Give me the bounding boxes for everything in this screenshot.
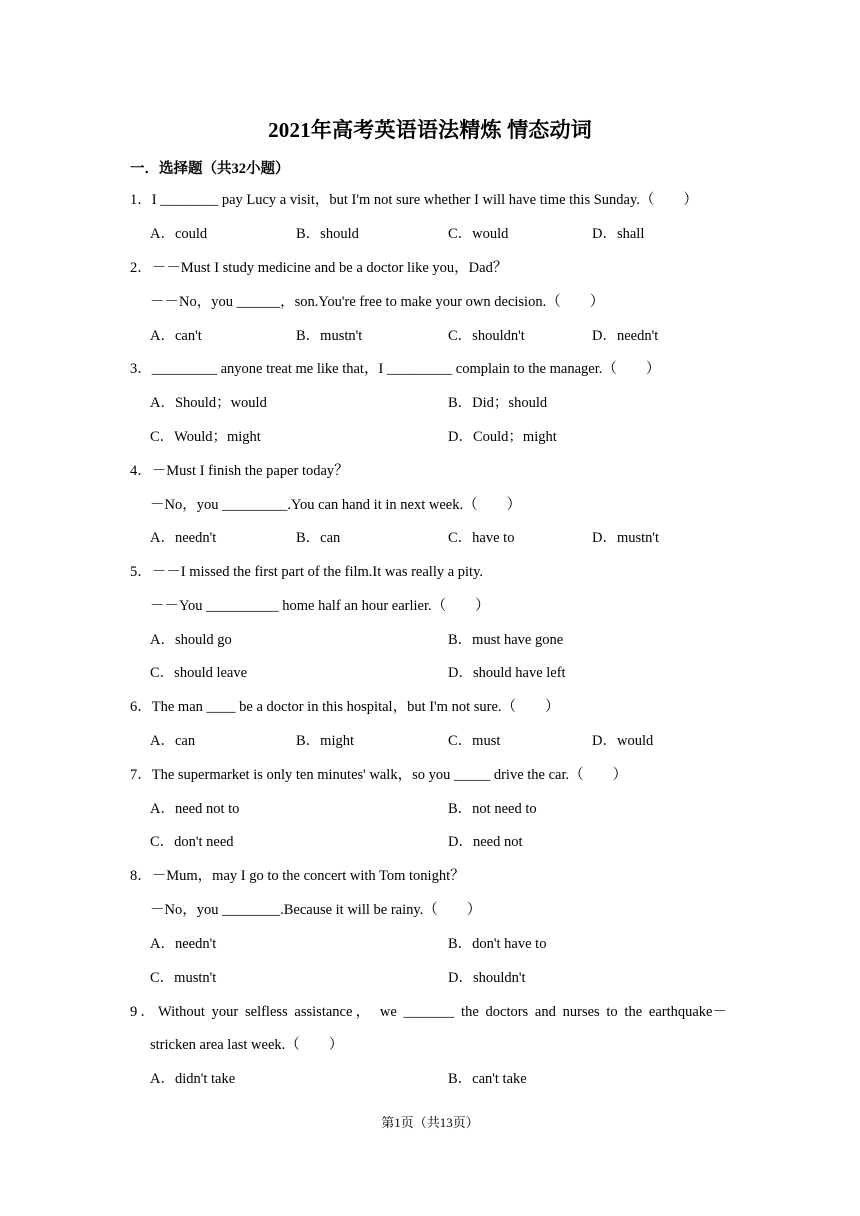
question-3-option-c: C．Would；might — [150, 429, 261, 445]
question-1-option-b: B．should — [296, 226, 359, 242]
question-2-option-d: D．needn't — [592, 328, 659, 344]
question-9-option-b: B．can't take — [448, 1071, 527, 1087]
question-2-option-b: B．mustn't — [296, 328, 363, 344]
question-5-option-d: D．should have left — [448, 665, 566, 681]
question-1-option-c: C．would — [448, 226, 509, 242]
question-8-stem-line-2: －No，you ________.Because it will be rainy.（ ） — [150, 902, 482, 918]
question-1-option-d: D．shall — [592, 226, 645, 242]
question-4-stem-line-2: －No，you _________.You can hand it in next week.（ ） — [150, 497, 522, 513]
question-4-stem: 4．－Must I finish the paper today？ — [130, 463, 349, 479]
question-8-option-d: D．shouldn't — [448, 970, 526, 986]
question-7-option-d: D．need not — [448, 834, 523, 850]
question-7-option-c: C．don't need — [150, 834, 234, 850]
question-6-option-a: A．can — [150, 733, 196, 749]
page-footer: 第1页（共13页） — [381, 1115, 479, 1130]
question-6-option-d: D．would — [592, 733, 654, 749]
question-1-stem: 1．I ________ pay Lucy a visit，but I'm not sure whether I will have time this Sunday.（ ） — [130, 192, 698, 208]
question-8-stem: 8．－Mum，may I go to the concert with Tom tonight？ — [130, 868, 465, 884]
question-2-option-c: C．shouldn't — [448, 328, 525, 344]
question-5-option-c: C．should leave — [150, 665, 248, 681]
question-3-option-d: D．Could；might — [448, 429, 557, 445]
question-4-option-c: C．have to — [448, 530, 515, 546]
question-9-stem: 9．Without your selfless assistance， we _______ the doctors and nurses to the earthquake－ — [130, 1004, 727, 1020]
question-7-stem: 7．The supermarket is only ten minutes' walk，so you _____ drive the car.（ ） — [130, 767, 628, 783]
question-3-stem: 3．_________ anyone treat me like that，I _________ complain to the manager.（ ） — [130, 361, 661, 377]
question-2-stem: 2．－－Must I study medicine and be a doctor like you，Dad？ — [130, 260, 508, 276]
question-3-option-b: B．Did；should — [448, 395, 548, 411]
question-4-option-d: D．mustn't — [592, 530, 660, 546]
question-8-option-c: C．mustn't — [150, 970, 217, 986]
question-4-option-a: A．needn't — [150, 530, 217, 546]
question-6-option-c: C．must — [448, 733, 501, 749]
question-2-option-a: A．can't — [150, 328, 202, 344]
question-4-option-b: B．can — [296, 530, 341, 546]
question-8-option-a: A．needn't — [150, 936, 217, 952]
question-6-stem: 6．The man ____ be a doctor in this hospital，but I'm not sure.（ ） — [130, 699, 560, 715]
question-5-option-a: A．should go — [150, 632, 232, 648]
question-9-stem-line-2: stricken area last week.（ ） — [150, 1037, 344, 1053]
question-7-option-a: A．need not to — [150, 801, 240, 817]
question-5-option-b: B．must have gone — [448, 632, 564, 648]
question-7-option-b: B．not need to — [448, 801, 537, 817]
question-1-option-a: A．could — [150, 226, 208, 242]
section-heading: 一．选择题（共32小题） — [130, 161, 290, 177]
question-6-option-b: B．might — [296, 733, 355, 749]
document-title: 2021年高考英语语法精炼 情态动词 — [268, 118, 592, 142]
question-5-stem: 5．－－I missed the first part of the film.It was really a pity. — [130, 564, 484, 580]
question-9-option-a: A．didn't take — [150, 1071, 236, 1087]
question-2-stem-line-2: －－No，you ______，son.You're free to make your own decision.（ ） — [150, 294, 605, 310]
question-5-stem-line-2: －－You __________ home half an hour earlier.（ ） — [150, 598, 490, 614]
question-3-option-a: A．Should；would — [150, 395, 267, 411]
question-8-option-b: B．don't have to — [448, 936, 547, 952]
